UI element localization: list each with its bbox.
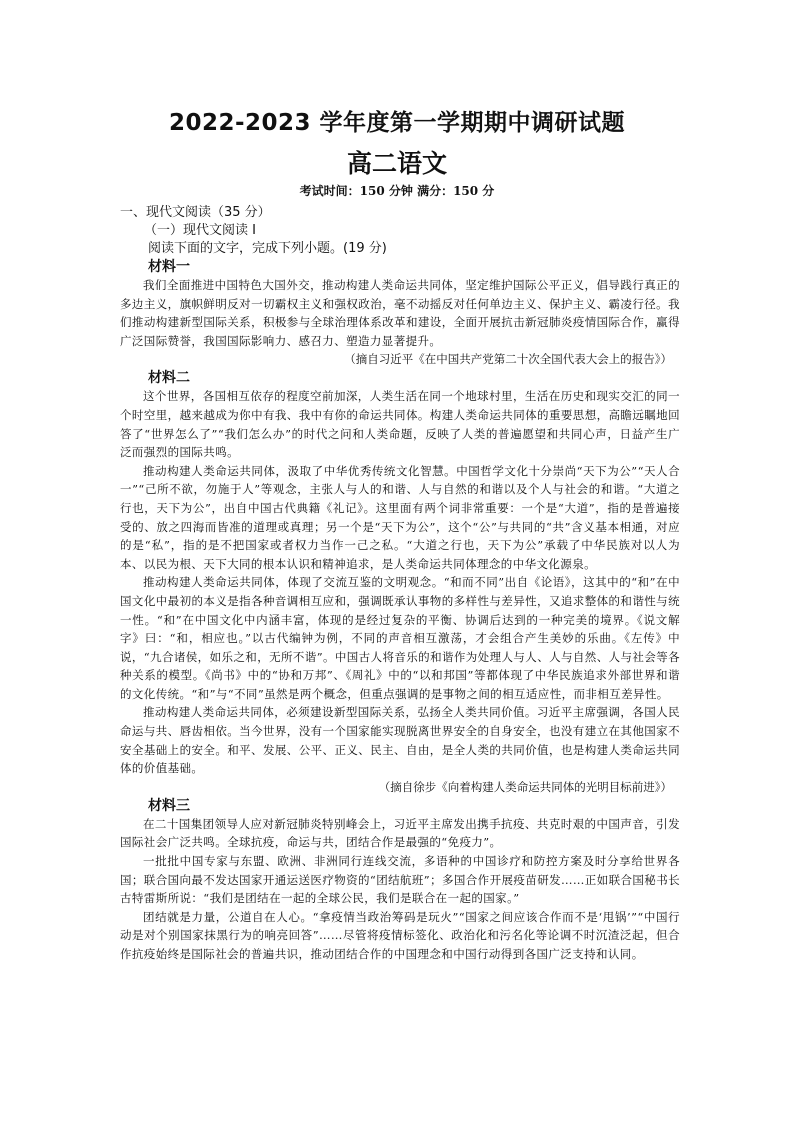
material-label: 材料三 (148, 797, 190, 814)
material-label: 材料一 (148, 259, 190, 275)
material-paragraph: 推动构建人类命运共同体，体现了交流互鉴的文明观念。“和而不同”出自《论语》，这其中的“和”在中国文化中最初的本义是指各种音调相互应和，强调既承认事物的多样性与差异性，又追求整体的和谐性与统一性。“和”在中国文化中内涵丰富，体现的是经过复杂的平衡、协调后达到的一种完美的境界。《说文解字》曰：“和，相应也。”以古代编钟为例，不同的声音相互激荡，才会组合产生美妙的乐曲。《左传》中说，“九合诸侯，如乐之和，无所不谐”。中国古人将音乐的和谐作为处理人与人、人与自然、人与社会等各种关系的模型。《尚书》中的“协和万邦”、《周礼》中的“以和邦国”等都体现了中华民族追求外部世界和谐的文化传统。“和”与“不同”虽然是两个概念，但重点强调的是事物之间的相互适应性，而非相互差异性。 (120, 575, 680, 701)
exam-body (120, 204, 680, 964)
section-heading: 一、现代文阅读（35 分） (120, 205, 271, 220)
material-paragraph: 我们全面推进中国特色大国外交，推动构建人类命运共同体，坚定维护国际公平正义，倡导践行真正的多边主义，旗帜鲜明反对一切霸权主义和强权政治，毫不动摇反对任何单边主义、保护主义、霸凌行径。我们推动构建新型国际关系，积极参与全球治理体系改革和建设，全面开展抗击新冠肺炎疫情国际合作，赢得广泛国际赞誉，我国国际影响力、感召力、塑造力显著提升。 (120, 278, 680, 348)
material-paragraph: 推动构建人类命运共同体，汲取了中华优秀传统文化智慧。中国哲学文化十分崇尚“天下为公”“天人合一”“己所不欲，勿施于人”等观念，主张人与人的和谐、人与自然的和谐以及个人与社会的和谐。“大道之行也，天下为公”，出自中国古代典籍《礼记》。这里面有两个词非常重要：一个是“大道”，指的是普遍接受的、放之四海而皆准的道理或真理；另一个是“天下为公”，这个“公”与共同的“共”含义基本相通，对应的是“私”，指的是不把国家或者权力当作一己之私。“大道之行也，天下为公”承载了中华民族对以人为本、以民为根、天下大同的根本认识和精神追求，是人类命运共同体理念的中华文化源泉。 (120, 463, 680, 571)
material-source: （摘自习近平《在中国共产党第二十次全国代表大会上的报告》） (344, 352, 672, 367)
material-paragraph: 团结就是力量，公道自在人心。“拿疫情当政治筹码是玩火”“国家之间应该合作而不是‘甩锅’”“中国行动是对个别国家抹黑行为的响亮回答”……尽管将疫情标签化、政治化和污名化等论调不时沉渣泛起，但合作抗疫始终是国际社会的普遍共识，推动团结合作的中国理念和中国行动得到各国广泛支持和认同。 (120, 909, 680, 961)
material-paragraph: 在二十国集团领导人应对新冠肺炎特别峰会上，习近平主席发出携手抗疫、共克时艰的中国声音，引发国际社会广泛共鸣。全球抗疫，命运与共，团结合作是最强的“免疫力”。 (120, 816, 680, 850)
exam-title: 2022-2023 学年度第一学期期中调研试题 (168, 110, 626, 136)
exam-info: 考试时间：150 分钟 满分：150 分 (299, 184, 495, 198)
sub-heading: （一）现代文阅读 I (144, 223, 256, 238)
material-label: 材料二 (148, 370, 190, 387)
instruction: 阅读下面的文字，完成下列小题。(19 分) (148, 241, 387, 256)
subject-title: 高二语文 (346, 149, 447, 178)
material-source: （摘自徐步《向着构建人类命运共同体的光明目标前进》） (378, 779, 672, 794)
material-paragraph: 推动构建人类命运共同体，必须建设新型国际关系，弘扬全人类共同价值。习近平主席强调，各国人民命运与共、唇齿相依。当今世界，没有一个国家能实现脱离世界安全的自身安全，也没有建立在其他国家不安全基础上的安全。和平、发展、公平、正义、民主、自由，是全人类的共同价值，也是构建人类命运共同体的价值基础。 (120, 705, 680, 776)
material-paragraph: 一批批中国专家与东盟、欧洲、非洲同行连线交流，多语种的中国诊疗和防控方案及时分享给世界各国；联合国向最不发达国家开通运送医疗物资的“团结航班”；多国合作开展疫苗研发……正如联合国秘书长古特雷斯所说：“我们是团结在一起的全球公民，我们是联合在一起的国家。” (120, 854, 680, 906)
material-paragraph: 这个世界，各国相互依存的程度空前加深，人类生活在同一个地球村里，生活在历史和现实交汇的同一个时空里，越来越成为你中有我、我中有你的命运共同体。构建人类命运共同体的重要思想，高瞻远瞩地回答了“世界怎么了”“我们怎么办”的时代之问和人类命题，反映了人类的普遍愿望和共同心声，日益产生广泛而强烈的国际共鸣。 (120, 389, 680, 460)
